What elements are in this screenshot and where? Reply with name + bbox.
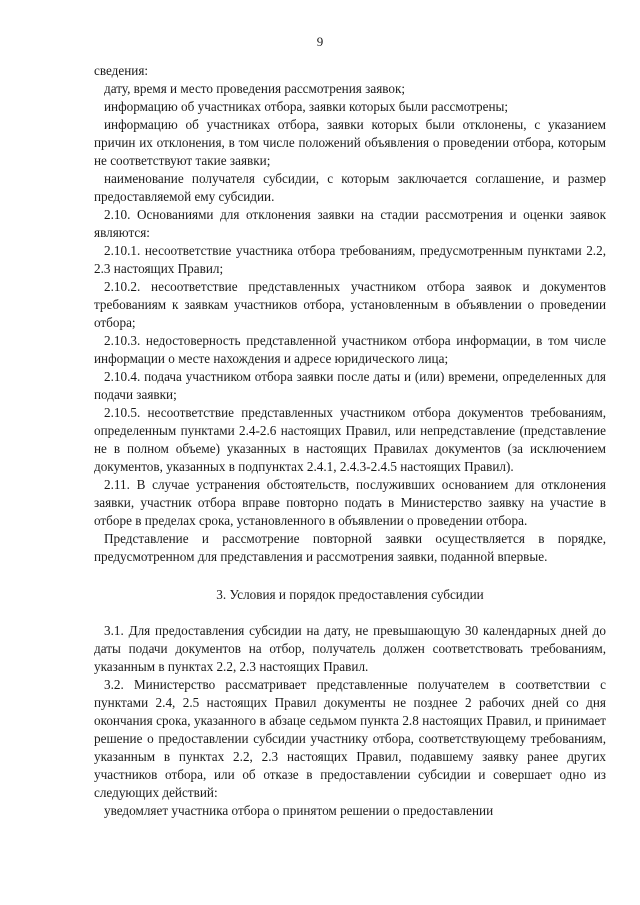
text-line: сведения:	[94, 63, 149, 78]
paragraph-2-10-1: 2.10.1. несоответствие участника отбора требованиям, предусмотренным пунктами 2.2, 2.3 настоящих Правил;	[94, 243, 606, 276]
list-item: дату, время и место проведения рассмотрения заявок;	[104, 81, 406, 96]
paragraph-3-1: 3.1. Для предоставления субсидии на дату, не превышающую 30 календарных дней до даты подачи документов на отбор, получатель должен соответствовать требованиям, указанным в пунктах 2.2, 2.3 настоящих Правил.	[94, 623, 606, 674]
paragraph-2-10-5: 2.10.5. несоответствие представленных участником отбора документов требованиям, определенным пунктами 2.4-2.6 настоящих Правил, или непредставление (представление не в полном объеме) указанных в настоящих Правилах документов (за исключением документов, указанных в подпунктах 2.4.1, 2.4.3-2.4.5 настоящих Правил).	[94, 405, 606, 474]
list-item: информацию об участниках отбора, заявки которых были отклонены, с указанием причин их отклонения, в том числе положений объявления о проведении отбора, которым не соответствуют такие заявки;	[94, 117, 606, 168]
paragraph-2-10-4: 2.10.4. подача участником отбора заявки после даты и (или) времени, определенных для подачи заявки;	[94, 369, 606, 402]
paragraph-notify: уведомляет участника отбора о принятом решении о предоставлении	[104, 803, 494, 818]
paragraph-resubmission: Представление и рассмотрение повторной заявки осуществляется в порядке, предусмотренном для представления и рассмотрения заявки, поданной впервые.	[94, 531, 606, 564]
paragraph-3-2: 3.2. Министерство рассматривает представленные получателем в соответствии с пунктами 2.4, 2.5 настоящих Правил документы не позднее 2 рабочих дней со дня окончания срока, указанного в абзаце седьмом пункта 2.8 настоящих Правил, и принимает решение о предоставлении субсидии участнику отбора, соответствующему требованиям, указанным в пунктах 2.2, 2.3 настоящих Правил, подавшему заявку ранее других участников отбора, или об отказе в предоставлении субсидии и совершает одно из следующих действий:	[94, 677, 606, 800]
paragraph-2-10-3: 2.10.3. недостоверность представленной участником отбора информации, в том числе информации о месте нахождения и адресе юридического лица;	[94, 333, 606, 366]
list-item: наименование получателя субсидии, с которым заключается соглашение, и размер предоставляемой ему субсидии.	[94, 171, 606, 204]
paragraph-2-11: 2.11. В случае устранения обстоятельств, послуживших основанием для отклонения заявки, участник отбора вправе повторно подать в Министерство заявку на участие в отборе в пределах срока, установленного в объявлении о проведении отбора.	[94, 477, 606, 528]
paragraph-2-10: 2.10. Основаниями для отклонения заявки на стадии рассмотрения и оценки заявок являются:	[94, 207, 606, 240]
page-number: 9	[316, 34, 324, 49]
section-heading: 3. Условия и порядок предоставления субсидии	[216, 587, 484, 602]
paragraph-2-10-2: 2.10.2. несоответствие представленных участником отбора заявок и документов требованиям к заявкам участников отбора, установленным в объявлении о проведении отбора;	[94, 279, 606, 330]
document-body	[94, 62, 606, 820]
list-item: информацию об участниках отбора, заявки которых были рассмотрены;	[104, 99, 509, 114]
